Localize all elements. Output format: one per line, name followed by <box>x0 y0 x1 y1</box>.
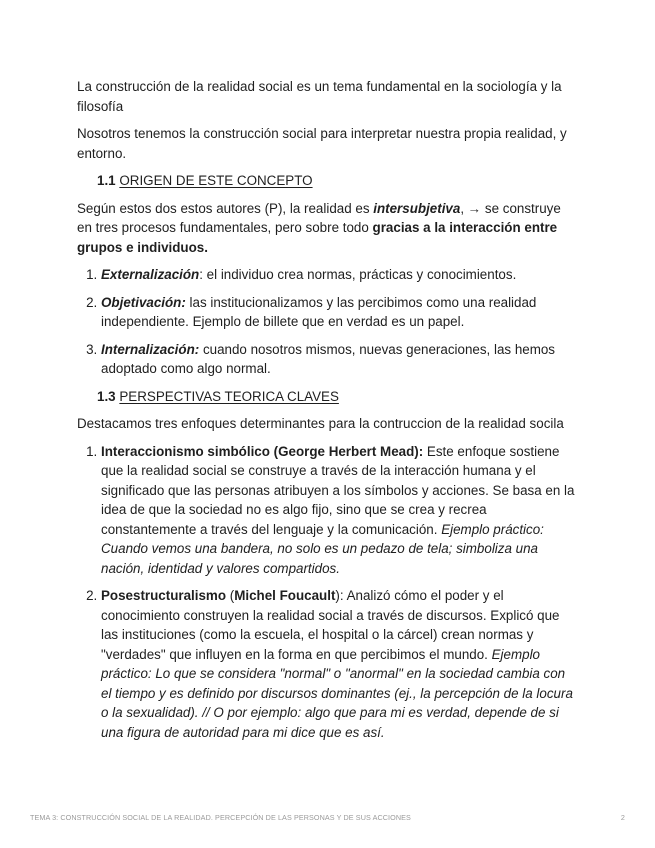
list-heading: Interaccionismo simbólico (George Herbert Mead): <box>101 443 424 459</box>
list-item <box>101 340 577 379</box>
list-item <box>101 442 577 579</box>
section-heading-perspectivas <box>97 387 577 407</box>
list-term: Internalización: <box>101 341 200 357</box>
example-text: Ejemplo práctico: Cuando vemos una bandera, no solo es un pedazo de tela; simboliza una nación, identidad y valores compartidos. <box>101 521 544 576</box>
list-heading: Posestructuralismo <box>101 588 227 603</box>
list-text: : el individuo crea normas, prácticas y conocimientos. <box>199 267 517 282</box>
list-text: Este enfoque sostiene que la realidad social se construye a través de la interacción humana y el significado que las personas atribuyen a los símbolos y acciones. Se basa en la idea de que la sociedad no es algo fijo, sino que se crea y recrea constantemente a través del lenguaje y la comunicación. <box>101 443 575 537</box>
emphasis-term: intersubjetiva <box>373 200 461 216</box>
list-item <box>101 586 577 742</box>
footer-title: TEMA 3: CONSTRUCCIÓN SOCIAL DE LA REALIDAD. PERCEPCIÓN DE LAS PERSONAS Y DE SUS ACCIONES <box>30 813 411 822</box>
section-title: PERSPECTIVAS TEORICA CLAVES <box>119 388 339 404</box>
author-name: Michel Foucault <box>234 588 336 603</box>
intro-paragraph-1: La construcción de la realidad social es un tema fundamental en la sociología y la filosofía <box>77 79 562 114</box>
perspectives-list <box>77 442 577 743</box>
page-footer <box>30 808 625 828</box>
section1-paragraph <box>77 199 577 258</box>
section-number: 1.1 <box>97 173 116 188</box>
intro-paragraph-2: Nosotros tenemos la construcción social para interpretar nuestra propia realidad, y entorno. <box>77 126 567 161</box>
list-item <box>101 265 577 285</box>
text-span: ): <box>335 588 344 603</box>
page-number: 2 <box>620 813 625 822</box>
example-text: Ejemplo práctico: Lo que se considera "normal" o "anormal" en la sociedad cambia con el tiempo y es definido por discursos dominantes (ej., la percepción de la locura o la sexualidad). // O por ejemplo: algo que para mi es verdad, depende de si una figura de autoridad para mi dice que es así. <box>101 646 573 740</box>
section2-intro: Destacamos tres enfoques determinantes para la contruccion de la realidad socila <box>77 416 564 431</box>
section-heading-origen <box>97 171 577 191</box>
page-content <box>77 77 577 750</box>
list-text: cuando nosotros mismos, nuevas generaciones, las hemos adoptado como algo normal. <box>101 341 556 376</box>
list-text: las institucionalizamos y las percibimos como una realidad independiente. Ejemplo de billete que en verdad es un papel. <box>101 294 537 329</box>
text-span: , → se construye en tres procesos fundamentales, pero sobre todo <box>77 200 561 235</box>
bold-phrase: gracias a la interacción entre grupos e individuos. <box>77 220 558 255</box>
list-term: Objetivación: <box>101 294 186 310</box>
text-span: Según estos dos estos autores (P), la realidad es <box>77 200 374 216</box>
list-text: Analizó cómo el poder y el conocimiento construyen la realidad social a través de discursos. Explicó que las instituciones (como la escuela, el hospital o la cárcel) crean normas y "verdades" que influyen en la forma en que percibimos el mundo. <box>101 588 560 662</box>
process-list <box>77 265 577 379</box>
list-item <box>101 293 577 332</box>
list-term: Externalización <box>101 267 200 282</box>
section-title: ORIGEN DE ESTE CONCEPTO <box>119 173 313 188</box>
section-number: 1.3 <box>97 388 116 404</box>
text-span: ( <box>226 588 235 603</box>
